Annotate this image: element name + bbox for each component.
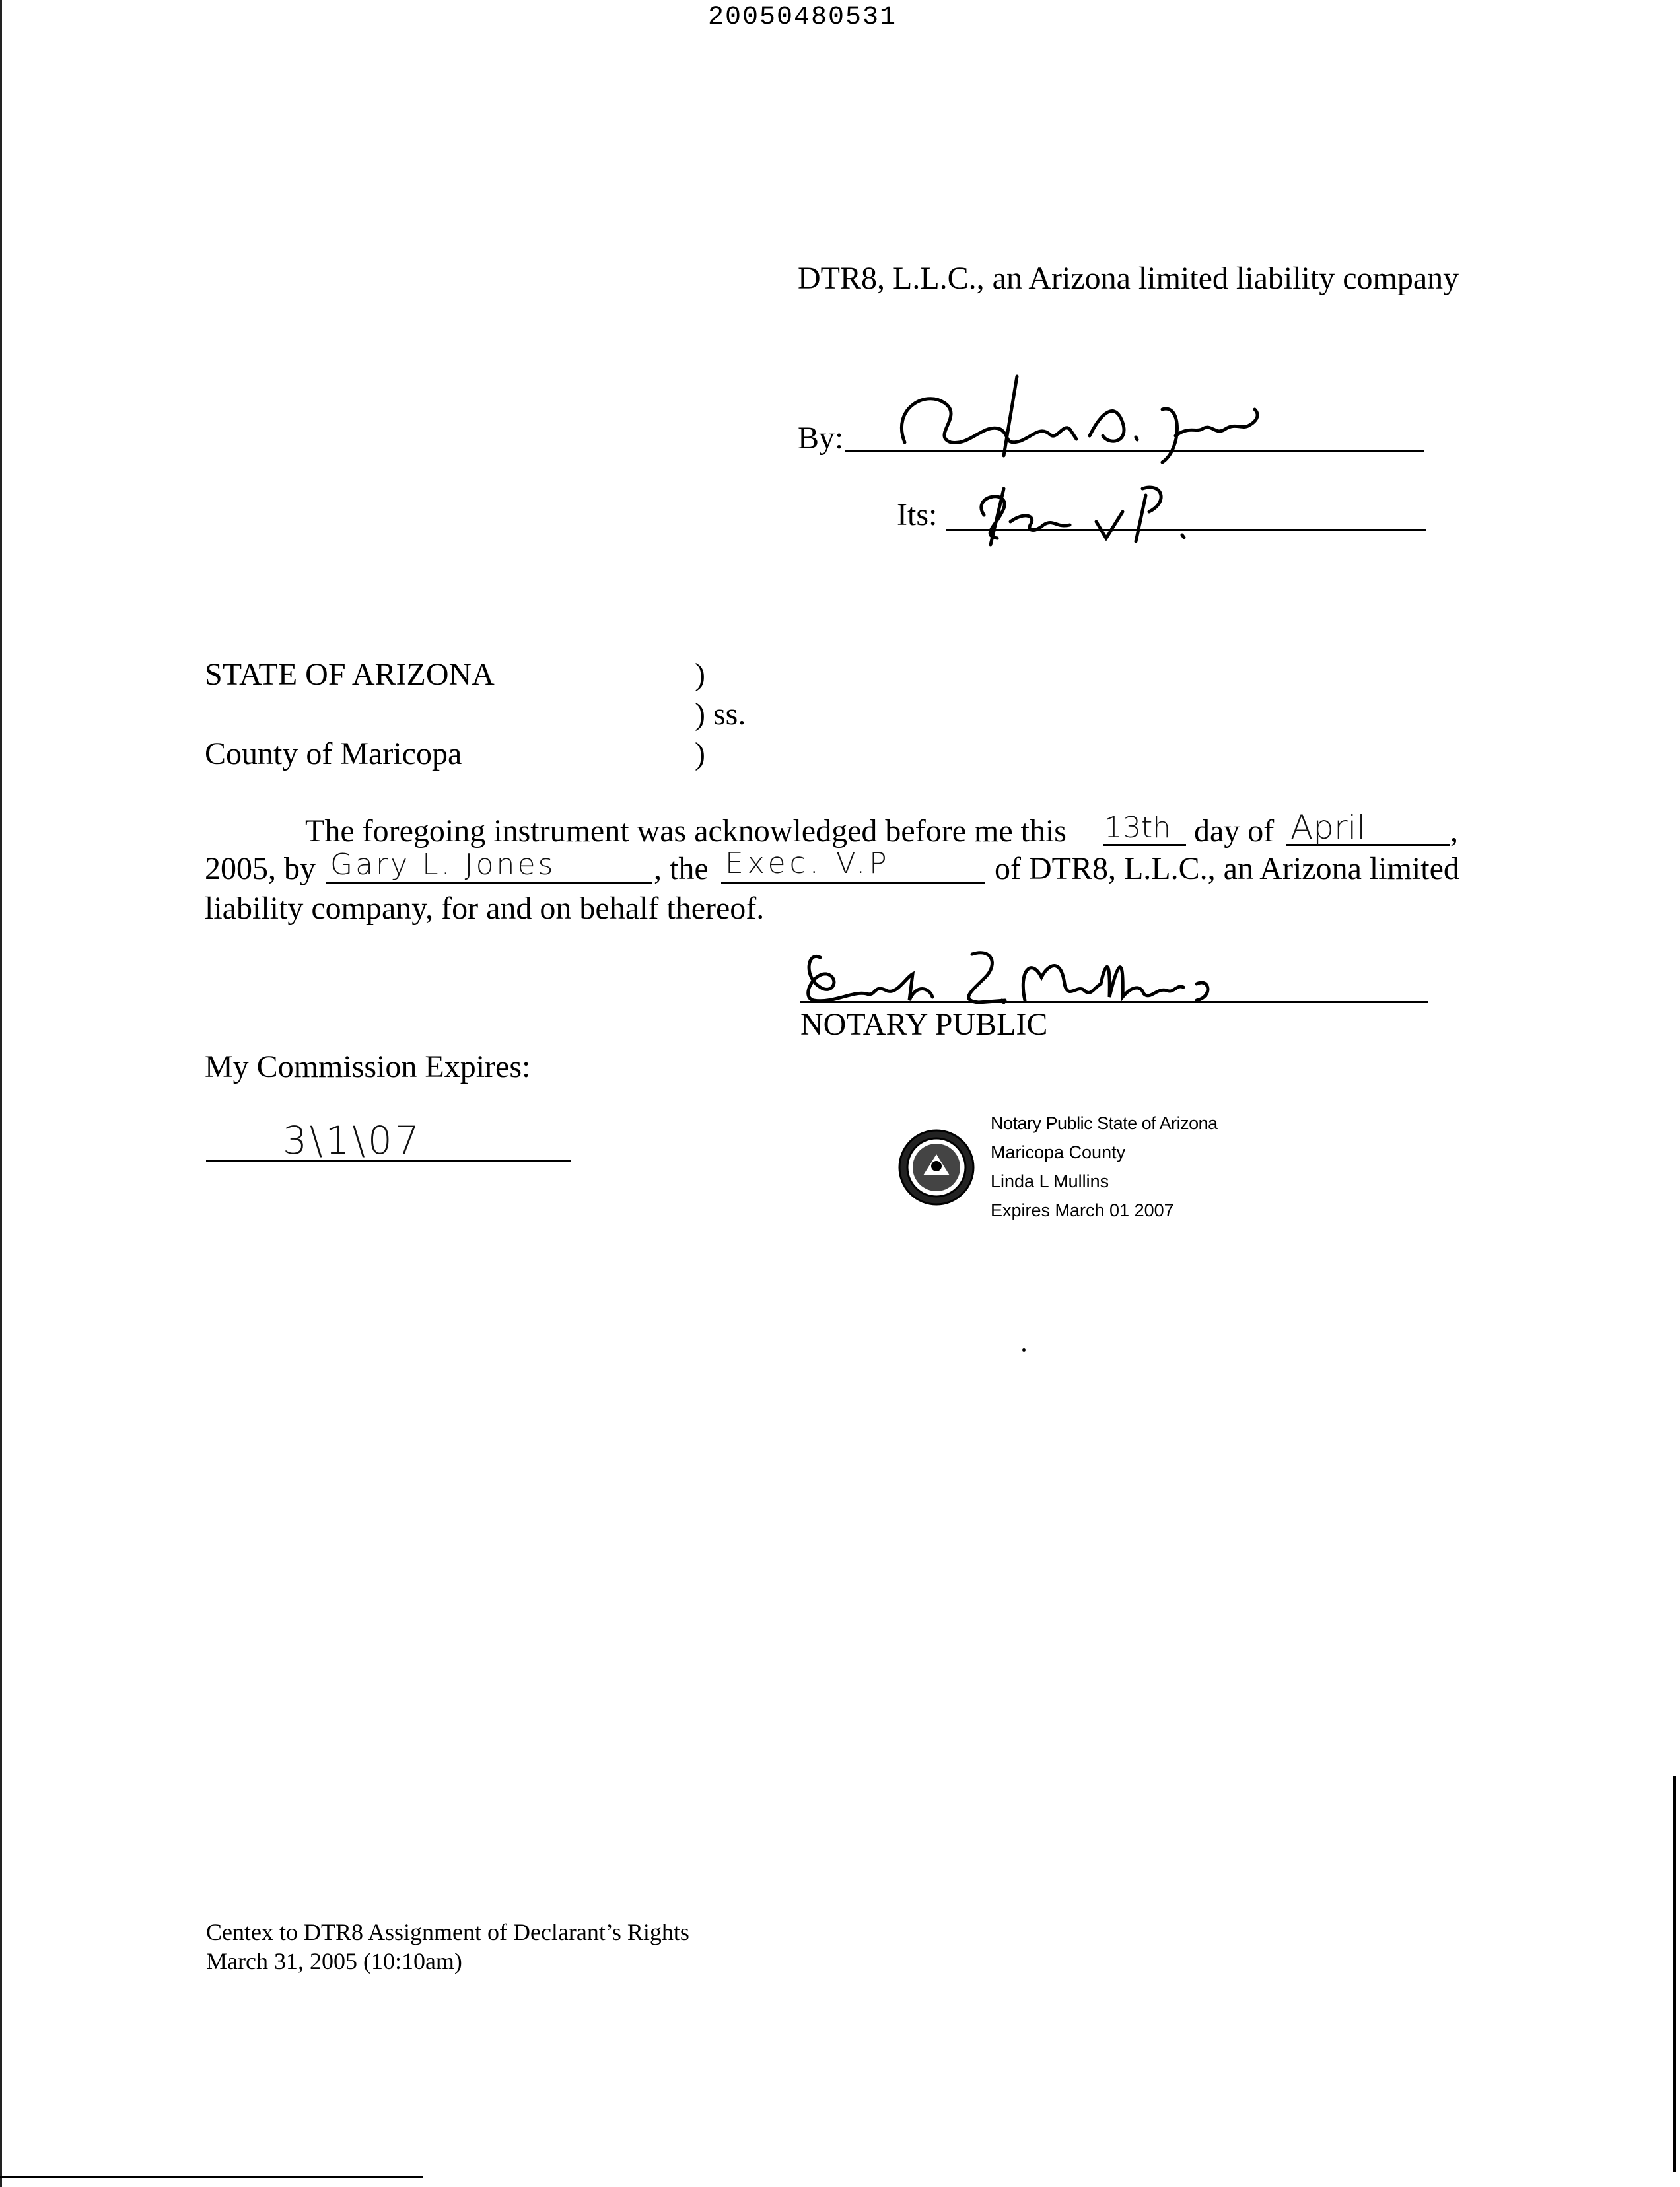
notary-signature — [800, 938, 1236, 1010]
ack-title-value: Exec. V.P — [725, 847, 891, 880]
ack-the: , the — [654, 851, 709, 886]
ack-name-value: Gary L. Jones — [330, 848, 556, 882]
ack-text-3: of DTR8, L.L.C., an Arizona limited — [995, 851, 1459, 886]
ack-text-1: The foregoing instrument was acknowledged before me this — [305, 814, 1067, 849]
stamp-line-2: Maricopa County — [991, 1142, 1126, 1162]
company-line: DTR8, L.L.C., an Arizona limited liability company — [798, 261, 1459, 296]
footer-line-1: Centex to DTR8 Assignment of Declarant’s Rights — [206, 1919, 689, 1945]
scan-edge-bottom — [0, 2176, 423, 2178]
notary-public-label: NOTARY PUBLIC — [800, 1007, 1048, 1042]
footer-line-2: March 31, 2005 (10:10am) — [206, 1948, 462, 1974]
state-seal-icon — [897, 1128, 976, 1207]
its-label: Its: — [897, 497, 938, 532]
its-signature — [964, 475, 1242, 548]
commission-date-value: 3\1\07 — [283, 1118, 422, 1163]
ack-comma: , — [1450, 814, 1458, 849]
venue-county: County of Maricopa — [205, 736, 462, 771]
venue-paren-1: ) — [695, 657, 705, 692]
commission-label: My Commission Expires: — [205, 1049, 531, 1084]
venue-state: STATE OF ARIZONA — [205, 657, 495, 692]
ack-text-2: day of — [1194, 814, 1275, 849]
signer-signature — [852, 363, 1275, 469]
ack-title-blank — [721, 882, 985, 884]
stamp-line-4: Expires March 01 2007 — [991, 1200, 1174, 1220]
ack-day-value: 13th — [1104, 811, 1172, 845]
ack-name-blank — [326, 882, 652, 884]
ack-month-value: April — [1290, 808, 1366, 847]
stamp-line-3: Linda L Mullins — [991, 1171, 1109, 1191]
scan-speck — [1022, 1348, 1026, 1352]
ack-line-3: liability company, for and on behalf thereof. — [205, 891, 765, 926]
venue-paren-3: ) — [695, 736, 705, 771]
ack-year-by: 2005, by — [205, 851, 316, 886]
venue-ss: ) ss. — [695, 697, 746, 732]
document-number: 20050480531 — [708, 3, 897, 32]
scan-edge-right — [1673, 1776, 1676, 2172]
by-label: By: — [798, 421, 844, 456]
scan-edge-left — [0, 0, 2, 2187]
stamp-line-1: Notary Public State of Arizona — [991, 1113, 1218, 1133]
